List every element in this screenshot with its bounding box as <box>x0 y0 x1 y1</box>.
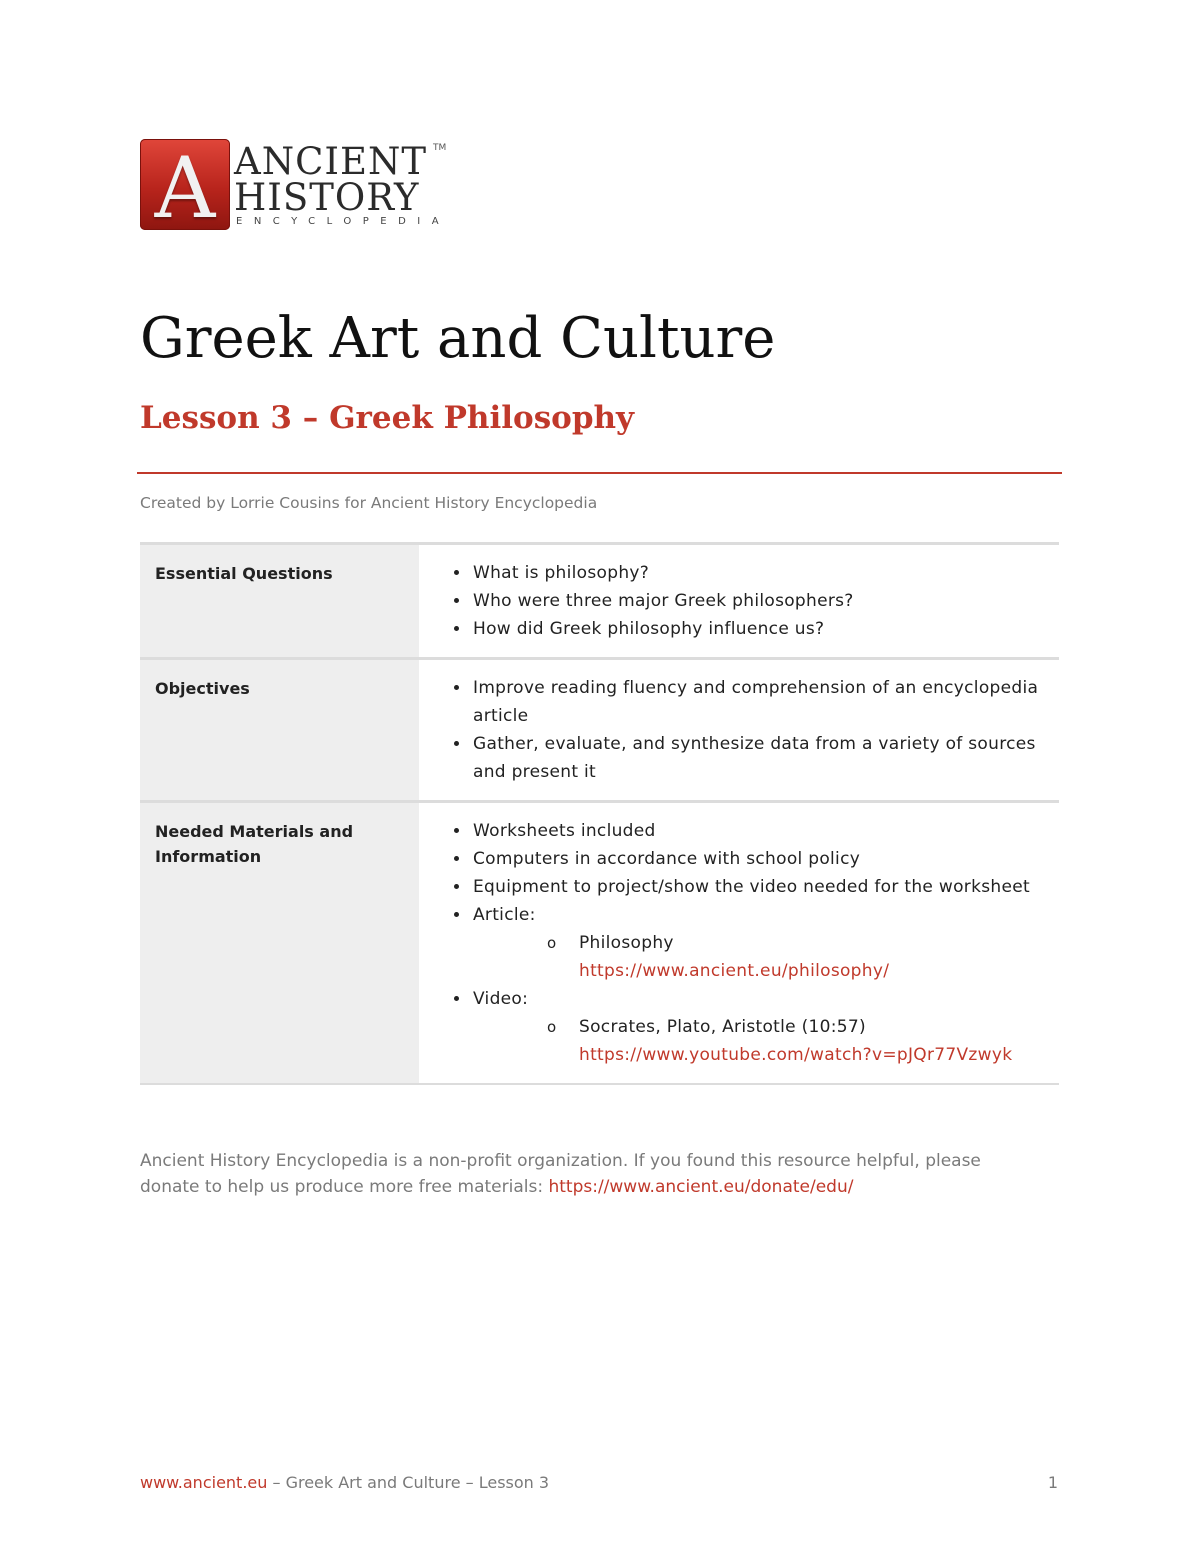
row-content <box>419 544 1059 659</box>
ancient-history-logo <box>140 138 460 237</box>
page-footer <box>140 1473 1058 1492</box>
video-link[interactable]: https://www.youtube.com/watch?v=pJQr77Vzwyk <box>579 1045 1013 1065</box>
page-number: 1 <box>1047 1473 1058 1492</box>
table-row-materials <box>140 802 1059 1085</box>
lesson-subtitle: Lesson 3 – Greek Philosophy <box>140 400 635 436</box>
row-label: Objectives <box>140 659 419 802</box>
list-item: • Equipment to project/show the video needed for the worksheet <box>471 873 1049 901</box>
list-item: • Gather, evaluate, and synthesize data from a variety of sources and present it <box>471 730 1049 786</box>
list-item: • How did Greek philosophy influence us? <box>471 615 1049 643</box>
article-link[interactable]: https://www.ancient.eu/philosophy/ <box>579 961 890 981</box>
list-item-video <box>471 985 1049 1069</box>
list-item-article <box>471 901 1049 985</box>
logo-word-history: HISTORY <box>234 176 420 219</box>
table-row-objectives <box>140 659 1059 802</box>
row-label: Essential Questions <box>140 544 419 659</box>
video-label: Video: <box>473 989 529 1009</box>
author-byline: Created by Lorrie Cousins for Ancient History Encyclopedia <box>140 494 598 512</box>
list-item: • Who were three major Greek philosophers? <box>471 587 1049 615</box>
objectives-list <box>441 674 1049 786</box>
video-title: o Socrates, Plato, Aristotle (10:57) <box>579 1017 866 1037</box>
footer-site-link[interactable]: www.ancient.eu <box>140 1473 268 1492</box>
article-title: o Philosophy <box>579 933 674 953</box>
essential-questions-list <box>441 559 1049 643</box>
title-divider <box>137 472 1062 474</box>
logo-trademark: TM <box>433 143 447 153</box>
row-label: Needed Materials and Information <box>140 802 419 1085</box>
table-row-essential-questions <box>140 544 1059 659</box>
row-content <box>419 802 1059 1085</box>
donation-note <box>140 1148 1040 1200</box>
lesson-overview-table <box>140 542 1059 1085</box>
list-item: • Computers in accordance with school policy <box>471 845 1049 873</box>
materials-list <box>441 817 1049 1069</box>
logo-word-encyclopedia: ENCYCLOPEDIA <box>236 216 451 227</box>
sub-list-item <box>579 929 1049 985</box>
row-content <box>419 659 1059 802</box>
sub-list-item <box>579 1013 1049 1069</box>
logo-emblem <box>140 138 230 237</box>
document-title: Greek Art and Culture <box>140 306 776 371</box>
logo-word-ancient: ANCIENT <box>234 140 428 183</box>
article-sublist <box>473 929 1049 985</box>
logo-letter: A <box>154 138 216 237</box>
list-item: • Worksheets included <box>471 817 1049 845</box>
donate-link[interactable]: https://www.ancient.eu/donate/edu/ <box>548 1177 854 1197</box>
video-sublist <box>473 1013 1049 1069</box>
article-label: Article: <box>473 905 536 925</box>
list-item: • What is philosophy? <box>471 559 1049 587</box>
donation-text: Ancient History Encyclopedia is a non-profit organization. If you found this resource helpful, please donate to help us produce more free materials: <box>140 1151 981 1197</box>
footer-text: – Greek Art and Culture – Lesson 3 <box>267 1473 550 1492</box>
list-item: • Improve reading fluency and comprehension of an encyclopedia article <box>471 674 1049 730</box>
